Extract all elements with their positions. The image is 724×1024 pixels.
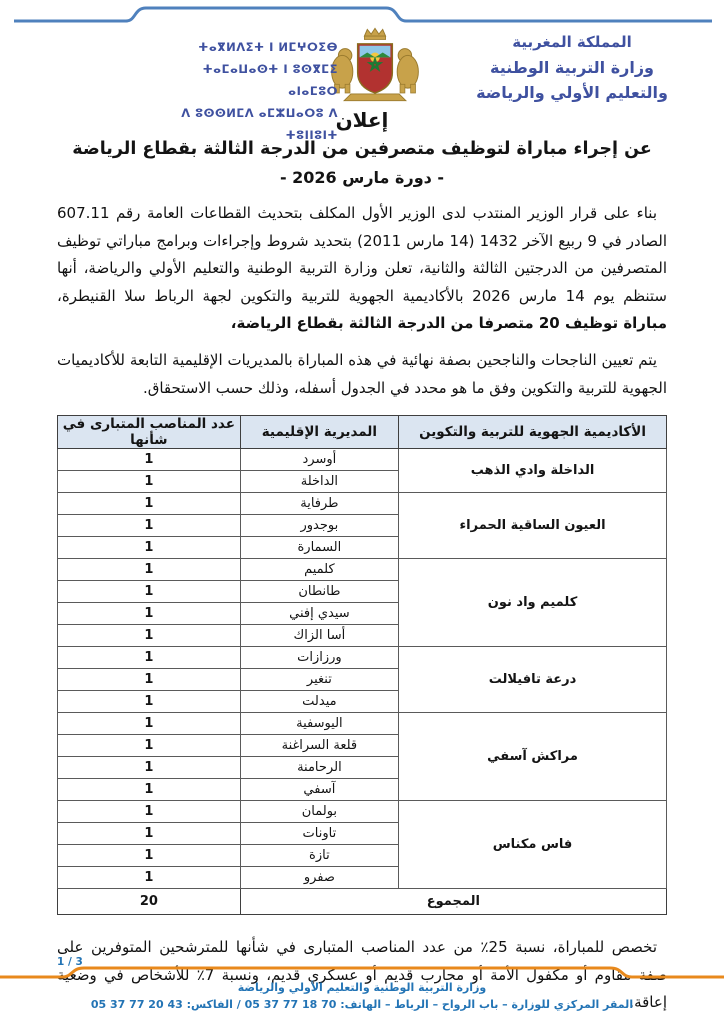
directorate-cell: السمارة bbox=[240, 537, 398, 559]
academy-cell: فاس مكناس bbox=[399, 801, 667, 889]
table-row bbox=[58, 647, 667, 669]
directorate-cell: أوسرد bbox=[240, 449, 398, 471]
directorate-cell: كلميم bbox=[240, 559, 398, 581]
footer-address-text: المقر المركزي للوزارة – باب الرواح – الرباط – الهاتف: bbox=[336, 998, 634, 1011]
count-cell: 1 bbox=[58, 757, 241, 779]
academy-cell: الداخلة وادي الذهب bbox=[399, 449, 667, 493]
directorate-cell: اليوسفية bbox=[240, 713, 398, 735]
count-cell: 1 bbox=[58, 449, 241, 471]
count-cell: 1 bbox=[58, 823, 241, 845]
directorate-cell: الرحامنة bbox=[240, 757, 398, 779]
directorate-cell: بوجدور bbox=[240, 515, 398, 537]
directorate-cell: بولمان bbox=[240, 801, 398, 823]
tifinagh-line1: ⵜⴰⴳⵍⴷⵉⵜ ⵏ ⵍⵎⵖⵔⵉⴱ bbox=[198, 40, 338, 54]
announcement-subtitle: عن إجراء مباراة لتوظيف متصرفين من الدرجة الثالثة بقطاع الرياضة bbox=[72, 139, 652, 159]
header-positions-count: عدد المناصب المتبارى في شأنها bbox=[58, 416, 241, 449]
table-row bbox=[58, 449, 667, 471]
positions-table bbox=[57, 415, 667, 915]
header-academy: الأكاديمية الجهوية للتربية والتكوين bbox=[399, 416, 667, 449]
tifinagh-line3: ⴷ ⵓⵙⵙⵍⵎⴷ ⴰⵎⵣⵡⴰⵔⵓ ⴷ ⵜⵓⵏⵏⵓⵏⵜ bbox=[181, 106, 338, 142]
paragraph-legal-basis-text: بناء على قرار الوزير المنتدب لدى الوزير الأول المكلف بتحديث القطاعات العامة رقم 607.11 الصادر في 9 ربيع الآخر 1432 (14 مارس 2011) بتحديد شروط وإجراءات وبرامج مباراتي توظيف المتصرفين من الدرجتين الثالثة والثانية، تعلن وزارة التربية الوطنية والتعليم الأولي والرياضة، أنها ستنظم يوم 14 مارس 2026 بالأكاديمية الجهوية للتربية والتكوين لجهة الرباط سلا القنيطرة، bbox=[57, 204, 668, 305]
table-row bbox=[58, 713, 667, 735]
header-arabic-ministry bbox=[472, 30, 672, 105]
count-cell: 1 bbox=[58, 471, 241, 493]
count-cell: 1 bbox=[58, 581, 241, 603]
table-total-row bbox=[58, 889, 667, 915]
academy-cell: كلميم واد نون bbox=[399, 559, 667, 647]
academy-cell: مراكش آسفي bbox=[399, 713, 667, 801]
paragraph-appointment: يتم تعيين الناجحات والناجحين بصفة نهائية في هذه المباراة بالمديريات الإقليمية التابعة للأكاديميات الجهوية للتربية والتكوين وفق ما هو محدد في الجدول أسفله، وذلك حسب الاستحقاق. bbox=[57, 350, 667, 397]
ribbon-icon bbox=[344, 94, 406, 101]
count-cell: 1 bbox=[58, 647, 241, 669]
paragraph-quotas: تخصص للمباراة، نسبة 25٪ من عدد المناصب المتبارى في شأنها للمترشحين المتوفرين على صفة مقاوم أو مكفول الأمة أو محارب قديم أو عسكري قديم، ونسبة 7٪ للأشخاص في وضعية إعاقة. bbox=[57, 938, 668, 1012]
directorate-cell: سيدي إفني bbox=[240, 603, 398, 625]
crown-icon bbox=[364, 28, 385, 36]
announcement-title: إعلان bbox=[335, 108, 389, 132]
academy-cell: العيون الساقية الحمراء bbox=[399, 493, 667, 559]
footer-phone-number: 05 37 77 18 70 bbox=[244, 998, 337, 1011]
directorate-cell: تاونات bbox=[240, 823, 398, 845]
count-cell: 1 bbox=[58, 515, 241, 537]
directorate-cell: الداخلة bbox=[240, 471, 398, 493]
ministry-name-line1: وزارة التربية الوطنية bbox=[489, 58, 654, 77]
directorate-cell: أسا الزاك bbox=[240, 625, 398, 647]
header-directorate: المديرية الإقليمية bbox=[240, 416, 398, 449]
directorate-cell: ميدلت bbox=[240, 691, 398, 713]
count-cell: 1 bbox=[58, 867, 241, 889]
table-header-row bbox=[58, 416, 667, 449]
kingdom-name: المملكة المغربية bbox=[512, 33, 632, 51]
count-cell: 1 bbox=[58, 713, 241, 735]
tifinagh-line2: ⵜⴰⵎⴰⵡⴰⵙⵜ ⵏ ⵓⵙⴳⵎⵉ ⴰⵏⴰⵎⵓⵔ bbox=[202, 62, 338, 98]
directorate-cell: تنغير bbox=[240, 669, 398, 691]
page-number: 1 / 3 bbox=[57, 956, 83, 968]
total-label-cell: المجموع bbox=[240, 889, 666, 915]
directorate-cell: قلعة السراغنة bbox=[240, 735, 398, 757]
count-cell: 1 bbox=[58, 735, 241, 757]
total-value-cell: 20 bbox=[58, 889, 241, 915]
footer-fax-label: / الفاكس: bbox=[182, 998, 245, 1011]
paragraph-legal-basis-bold: مباراة توظيف 20 متصرفا من الدرجة الثالثة بقطاع الرياضة، bbox=[230, 314, 667, 333]
table-row bbox=[58, 493, 667, 515]
directorate-cell: آسفي bbox=[240, 779, 398, 801]
count-cell: 1 bbox=[58, 779, 241, 801]
footer-fax-number: 05 37 77 20 43 bbox=[90, 998, 183, 1011]
ministry-name-line2: والتعليم الأولي والرياضة bbox=[476, 83, 668, 102]
count-cell: 1 bbox=[58, 603, 241, 625]
directorate-cell: طانطان bbox=[240, 581, 398, 603]
header-tifinagh-ministry bbox=[168, 36, 338, 146]
footer-address-line bbox=[0, 998, 724, 1011]
directorate-cell: صفرو bbox=[240, 867, 398, 889]
paragraph-legal-basis bbox=[57, 200, 667, 338]
count-cell: 1 bbox=[58, 691, 241, 713]
session-date: - دورة مارس 2026 - bbox=[279, 168, 445, 187]
footer-ministry-name: وزارة التربية الوطنية والتعليم الأولي والرياضة bbox=[237, 981, 487, 994]
count-cell: 1 bbox=[58, 845, 241, 867]
count-cell: 1 bbox=[58, 537, 241, 559]
academy-cell: درعة تافيلالت bbox=[399, 647, 667, 713]
count-cell: 1 bbox=[58, 625, 241, 647]
lion-right-icon bbox=[397, 49, 418, 93]
directorate-cell: تازة bbox=[240, 845, 398, 867]
shield-icon bbox=[358, 44, 393, 93]
directorate-cell: ورزازات bbox=[240, 647, 398, 669]
count-cell: 1 bbox=[58, 559, 241, 581]
table-row bbox=[58, 559, 667, 581]
directorate-cell: طرفاية bbox=[240, 493, 398, 515]
table-row bbox=[58, 801, 667, 823]
count-cell: 1 bbox=[58, 493, 241, 515]
count-cell: 1 bbox=[58, 801, 241, 823]
count-cell: 1 bbox=[58, 669, 241, 691]
